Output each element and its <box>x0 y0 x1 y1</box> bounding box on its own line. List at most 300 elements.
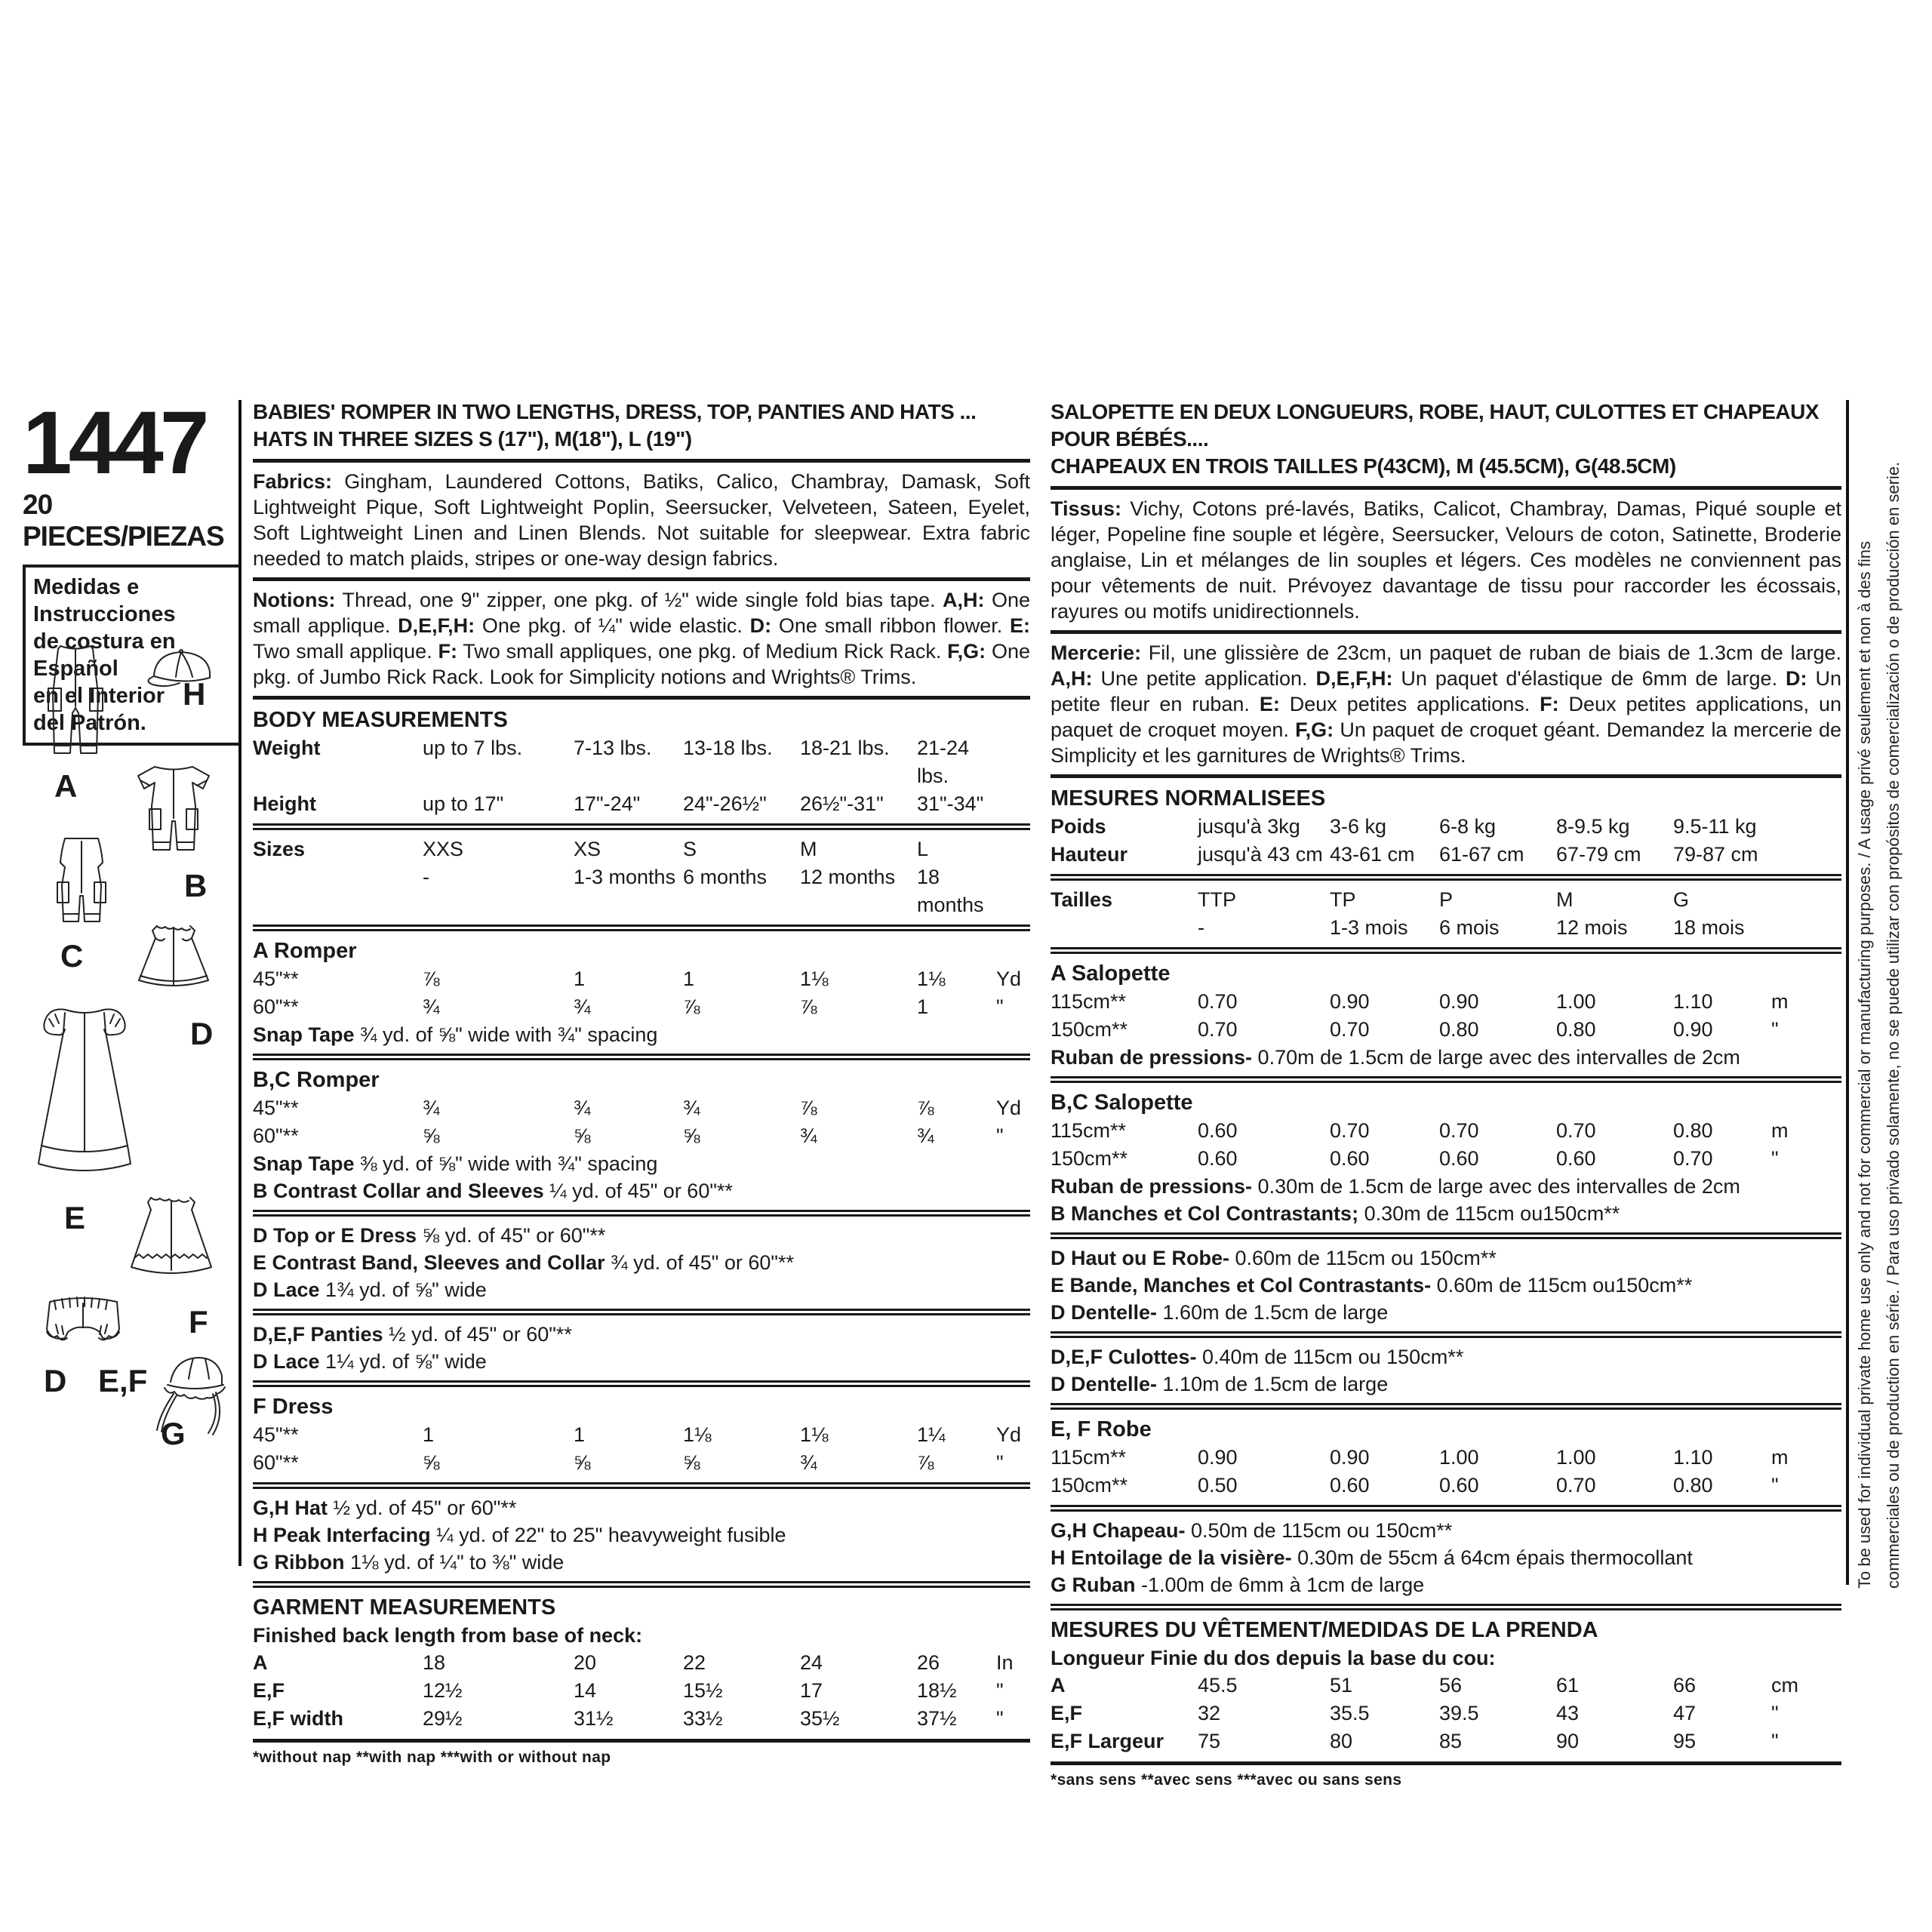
table-cell: 22 <box>683 1651 706 1674</box>
table-cell: 6 months <box>683 866 768 888</box>
row-label: 115cm** <box>1051 990 1127 1013</box>
unit-cell: " <box>996 1451 1004 1474</box>
table-cell: 0.60 <box>1556 1147 1596 1170</box>
table-cell: 35½ <box>800 1707 840 1730</box>
note-text: 0.70m de 1.5cm de large avec des intervalles de 2cm <box>1252 1046 1740 1069</box>
table-cell: ⅞ <box>917 1097 934 1119</box>
note-label: Snap Tape <box>253 1023 355 1046</box>
spanish-note-line: en el Interior <box>33 684 165 708</box>
table-cell: ⅝ <box>574 1451 591 1474</box>
section-divider <box>1051 874 1841 881</box>
note-text: ¼ yd. of 22" to 25" heavyweight fusible <box>430 1524 786 1546</box>
table-cell: 1⅛ <box>917 968 946 990</box>
table-cell: 12 months <box>800 866 896 888</box>
french-title-line2: CHAPEAUX EN TROIS TAILLES P(43CM), M (45.5CM), G(48.5CM) <box>1051 454 1676 478</box>
table-cell: 56 <box>1439 1674 1463 1697</box>
table-cell: 0.90 <box>1673 1018 1713 1041</box>
f-dress-table <box>253 1421 1030 1477</box>
table-cell: 1⅛ <box>800 1423 829 1446</box>
section-divider <box>1051 947 1841 954</box>
section-divider <box>253 577 1030 581</box>
note-label: D Dentelle- <box>1051 1301 1158 1324</box>
table-cell: 1 <box>917 995 929 1018</box>
table-cell: L <box>917 838 929 860</box>
unit-cell: Yd <box>996 1097 1022 1119</box>
french-column <box>1051 398 1841 1789</box>
table-cell: 0.70 <box>1673 1147 1713 1170</box>
table-cell: 8-9.5 kg <box>1556 815 1630 838</box>
table-cell: 0.70 <box>1330 1018 1370 1041</box>
section-divider <box>1051 486 1841 490</box>
unit-cell: m <box>1771 1446 1789 1469</box>
unit-cell: " <box>996 1679 1004 1702</box>
table-cell: 0.70 <box>1198 1018 1238 1041</box>
table-cell: 1 <box>423 1423 435 1446</box>
row-label <box>1051 914 1198 942</box>
bc-salopette-note <box>1051 1173 1841 1200</box>
table-cell <box>996 734 1030 790</box>
section-divider <box>253 1054 1030 1060</box>
table-cell: ¾ <box>423 1097 440 1119</box>
left-column <box>23 393 243 1606</box>
table-cell: 0.90 <box>1198 1446 1238 1469</box>
table-cell: 0.80 <box>1439 1018 1479 1041</box>
table-cell: 26 <box>917 1651 940 1674</box>
a-romper-heading: A Romper <box>253 939 357 963</box>
a-salopette-note <box>1051 1044 1841 1071</box>
legal-vertical-text <box>1850 408 1908 1589</box>
table-cell: ⅝ <box>683 1124 700 1147</box>
bc-salopette-note <box>1051 1200 1841 1227</box>
french-title-line1: SALOPETTE EN DEUX LONGUEURS, ROBE, HAUT, CULOTTES ET CHAPEAUX POUR BÉBÉS.... <box>1051 400 1820 451</box>
note-text: -1.00m de 6mm à 1cm de large <box>1135 1574 1425 1596</box>
table-cell: 51 <box>1330 1674 1353 1697</box>
mesures-vetement-table <box>1051 1672 1841 1755</box>
french-mercerie-paragraph: Mercerie: Fil, une glissière de 23cm, un paquet de ruban de biais de 1.3cm de large. A,H: Une petite application. D,E,F,H: Un paquet d'élastique de 6mm de large. D: Un petite fleur en ruban. E: Deux petites applications. F: Deux petites applications, un paquet de croquet moyen. F,G: Un paquet de croquet géant. Demandez la mercerie de Simplicity et les garnitures de Wrights® Trims. <box>1051 641 1842 767</box>
english-column <box>253 398 1030 1767</box>
english-fabrics-paragraph: Fabrics: Gingham, Laundered Cottons, Batiks, Calico, Chambray, Damask, Soft Lightweight Pique, Soft Lightweight Poplin, Seersucker, Velveteen, Sateen, Eyelet, Soft Lightweight Linen and Linen Blends. Not suitable for sleepwear. Extra fabric needed to match plaids, stripes or one-way design fabrics. <box>253 470 1030 570</box>
row-label: 45"** <box>253 968 299 990</box>
english-title-line1: BABIES' ROMPER IN TWO LENGTHS, DRESS, TOP, PANTIES AND HATS ... <box>253 400 977 423</box>
note-text: ½ yd. of 45" or 60"** <box>383 1323 572 1346</box>
note-text: 0.50m de 115cm ou 150cm** <box>1185 1519 1453 1542</box>
table-cell: 43-61 cm <box>1330 843 1415 866</box>
table-cell <box>996 863 1030 919</box>
table-cell: 67-79 cm <box>1556 843 1641 866</box>
table-cell: 29½ <box>423 1707 463 1730</box>
table-cell: 1 <box>574 968 586 990</box>
table-cell: 12 mois <box>1556 916 1628 939</box>
garment-h-label: H <box>183 676 206 712</box>
unit-cell: cm <box>1771 1674 1798 1697</box>
note-text: 0.60m de 115cm ou 150cm** <box>1229 1247 1497 1269</box>
table-cell: 0.80 <box>1673 1474 1713 1497</box>
note-label: G Ribbon <box>253 1551 345 1574</box>
table-cell: jusqu'à 3kg <box>1198 815 1300 838</box>
section-divider <box>1051 1761 1841 1765</box>
garment-b-romper-illustration <box>117 761 230 860</box>
french-footnote: *sans sens **avec sens ***avec ou sans sens <box>1051 1771 1402 1789</box>
right-column-divider <box>1846 400 1849 1585</box>
garment-f-dress-illustration <box>112 1193 231 1294</box>
note-text: ¾ yd. of ⅝" wide with ¾" spacing <box>354 1023 658 1046</box>
table-cell: 0.90 <box>1330 1446 1370 1469</box>
table-cell: 0.70 <box>1330 1119 1370 1142</box>
section-divider <box>253 1739 1030 1743</box>
chapeau-note <box>1051 1544 1841 1571</box>
panties-note <box>253 1348 1030 1375</box>
note-text: 1.10m de 1.5cm de large <box>1157 1373 1389 1395</box>
table-cell: 32 <box>1198 1702 1221 1724</box>
garment-d-top-label: D <box>190 1016 214 1051</box>
table-cell: 31½ <box>574 1707 614 1730</box>
row-label: A <box>1051 1674 1066 1697</box>
table-cell: 1 <box>683 968 695 990</box>
garment-a-label: A <box>54 768 78 804</box>
pieces-count: 20 PIECES/PIEZAS <box>23 489 224 552</box>
table-cell: 61-67 cm <box>1439 843 1524 866</box>
table-cell: 1⅛ <box>683 1423 712 1446</box>
unit-cell: " <box>1771 1147 1779 1170</box>
table-cell: M <box>1556 888 1574 911</box>
unit-cell: " <box>1771 1474 1779 1497</box>
row-label: 115cm** <box>1051 1119 1127 1142</box>
english-title-line2: HATS IN THREE SIZES S (17"), M(18"), L (19") <box>253 427 692 451</box>
hat-note <box>253 1549 1030 1576</box>
table-cell: 1 <box>574 1423 586 1446</box>
table-cell: 1.10 <box>1673 990 1713 1013</box>
table-cell: ⅞ <box>423 968 440 990</box>
note-text: ½ yd. of 45" or 60"** <box>328 1497 517 1519</box>
unit-cell: " <box>1771 1702 1779 1724</box>
note-text: 1¾ yd. of ⅝" wide <box>319 1278 487 1301</box>
a-salopette-table <box>1051 988 1841 1044</box>
garment-ef-panties-label: E,F <box>98 1363 148 1398</box>
table-cell: 18 months <box>917 866 984 916</box>
row-label: 60"** <box>253 995 299 1018</box>
tailles-table <box>1051 886 1841 942</box>
note-label: D Haut ou E Robe- <box>1051 1247 1229 1269</box>
note-label: G,H Hat <box>253 1497 328 1519</box>
table-cell <box>996 790 1030 818</box>
table-cell: ¾ <box>800 1124 817 1147</box>
note-text: 0.30m de 55cm á 64cm épais thermocollant <box>1291 1546 1693 1569</box>
table-cell: 0.90 <box>1330 990 1370 1013</box>
note-label: Snap Tape <box>253 1152 355 1175</box>
table-cell: 0.80 <box>1556 1018 1596 1041</box>
note-label: B Manches et Col Contrastants; <box>1051 1202 1359 1225</box>
table-cell: 75 <box>1198 1730 1221 1752</box>
table-cell: 1-3 mois <box>1330 916 1408 939</box>
table-cell: ¾ <box>917 1124 934 1147</box>
d-haut-note <box>1051 1272 1841 1299</box>
culottes-note <box>1051 1343 1841 1371</box>
table-cell: 18½ <box>917 1679 957 1702</box>
table-cell: up to 7 lbs. <box>423 737 523 759</box>
ef-robe-table <box>1051 1444 1841 1500</box>
garment-f-label: F <box>189 1304 208 1340</box>
table-cell: 47 <box>1673 1702 1697 1724</box>
garment-e-dress-illustration <box>26 1002 143 1189</box>
d-top-note <box>253 1222 1030 1249</box>
table-cell: 1⅛ <box>800 968 829 990</box>
note-text: 1¼ yd. of ⅝" wide <box>319 1350 487 1373</box>
mesures-normalisees-heading: MESURES NORMALISEES <box>1051 786 1326 811</box>
bc-romper-heading: B,C Romper <box>253 1068 380 1092</box>
table-cell: 20 <box>574 1651 597 1674</box>
table-cell: 0.70 <box>1198 990 1238 1013</box>
table-cell: 18 <box>423 1651 446 1674</box>
section-divider <box>253 823 1030 830</box>
english-notions-paragraph: Notions: Thread, one 9" zipper, one pkg. of ½" wide single fold bias tape. A,H: One small applique. D,E,F,H: One pkg. of ¼" wide elastic. D: One small ribbon flower. E: Two small applique. F: Two small appliques, one pkg. of Medium Rick Rack. F,G: One pkg. of Jumbo Rick Rack. Look for Simplicity notions and Wrights® Trims. <box>253 589 1030 688</box>
section-divider <box>253 1309 1030 1315</box>
note-text: ⅝ yd. of 45" or 60"** <box>417 1224 606 1247</box>
table-cell: 9.5-11 kg <box>1673 815 1757 838</box>
table-cell: ⅝ <box>683 1451 700 1474</box>
row-label: Poids <box>1051 815 1106 838</box>
table-cell: 1¼ <box>917 1423 946 1446</box>
table-cell: 0.60 <box>1330 1147 1370 1170</box>
note-text: 0.30m de 1.5cm de large avec des intervalles de 2cm <box>1252 1175 1740 1198</box>
section-divider <box>1051 630 1841 634</box>
table-cell: 33½ <box>683 1707 723 1730</box>
table-cell: ⅝ <box>423 1124 440 1147</box>
note-text: 0.60m de 115cm ou150cm** <box>1431 1274 1693 1297</box>
section-divider <box>253 1210 1030 1217</box>
note-label: Longueur Finie du dos depuis la base du cou: <box>1051 1647 1496 1669</box>
table-cell: 79-87 cm <box>1673 843 1758 866</box>
table-cell: 0.90 <box>1439 990 1479 1013</box>
d-haut-note <box>1051 1244 1841 1272</box>
section-divider <box>253 1380 1030 1387</box>
section-divider <box>1051 1076 1841 1083</box>
row-label: 115cm** <box>1051 1446 1127 1469</box>
unit-cell: " <box>996 1707 1004 1730</box>
legal-text-line2: commerciales ou de production en série. / Para uso privado solamente, no se puede utilizar con propósitos de comercialización o de producción en serie. <box>1884 461 1903 1589</box>
panties-note <box>253 1321 1030 1348</box>
table-cell: 39.5 <box>1439 1702 1479 1724</box>
row-label: Sizes <box>253 838 306 860</box>
row-label: Weight <box>253 737 321 759</box>
table-cell: 95 <box>1673 1730 1697 1752</box>
note-text: ¼ yd. of 45" or 60"** <box>543 1180 733 1202</box>
note-label: D Lace <box>253 1350 320 1373</box>
garment-c-label: C <box>60 938 84 974</box>
note-text: ¾ yd. of 45" or 60"** <box>605 1251 794 1274</box>
unit-cell: " <box>1771 1018 1779 1041</box>
table-cell: 17"-24" <box>574 792 641 815</box>
english-footnote: *without nap **with nap ***with or without nap <box>253 1749 611 1766</box>
section-divider <box>1051 1331 1841 1338</box>
table-cell: 0.70 <box>1556 1119 1596 1142</box>
table-cell: 0.60 <box>1439 1147 1479 1170</box>
table-cell: 26½"-31" <box>800 792 884 815</box>
chapeau-note <box>1051 1571 1841 1598</box>
section-divider <box>1051 774 1841 778</box>
table-cell <box>1771 914 1841 942</box>
left-column-divider <box>238 400 242 1566</box>
chapeau-note <box>1051 1517 1841 1544</box>
table-cell: 12½ <box>423 1679 463 1702</box>
unit-cell: Yd <box>996 968 1022 990</box>
hat-note <box>253 1521 1030 1549</box>
note-label: D Lace <box>253 1278 320 1301</box>
row-label: 60"** <box>253 1124 299 1147</box>
table-cell: ¾ <box>683 1097 700 1119</box>
note-label: H Peak Interfacing <box>253 1524 431 1546</box>
garment-e-label: E <box>64 1200 86 1235</box>
spanish-note-line: Medidas e Instrucciones <box>33 575 176 626</box>
table-cell: ¾ <box>800 1451 817 1474</box>
bc-salopette-table <box>1051 1117 1841 1173</box>
table-cell <box>1771 813 1841 841</box>
unit-cell: m <box>1771 990 1789 1013</box>
table-cell: 1.00 <box>1556 1446 1596 1469</box>
section-divider <box>253 1482 1030 1489</box>
section-divider <box>1051 1505 1841 1512</box>
bc-salopette-heading: B,C Salopette <box>1051 1091 1193 1115</box>
f-dress-heading: F Dress <box>253 1395 334 1419</box>
unit-cell: " <box>1771 1730 1779 1752</box>
table-cell: ¾ <box>423 995 440 1018</box>
d-top-note <box>253 1249 1030 1276</box>
table-cell: 0.60 <box>1198 1147 1238 1170</box>
table-cell: 31"-34" <box>917 792 984 815</box>
row-label: E,F Largeur <box>1051 1730 1164 1752</box>
table-cell: 0.60 <box>1330 1474 1370 1497</box>
body-measurements-table <box>253 734 1030 818</box>
section-divider <box>253 1581 1030 1588</box>
row-label: Hauteur <box>1051 843 1128 866</box>
table-cell: 18 mois <box>1673 916 1745 939</box>
note-label: Ruban de pressions- <box>1051 1175 1253 1198</box>
garment-g-label: G <box>161 1416 186 1451</box>
table-cell: XS <box>574 838 601 860</box>
row-label: Height <box>253 792 316 815</box>
row-label: 45"** <box>253 1423 299 1446</box>
table-cell: 43 <box>1556 1702 1580 1724</box>
row-label: E,F <box>1051 1702 1083 1724</box>
table-cell: 0.70 <box>1439 1119 1479 1142</box>
table-cell: 13-18 lbs. <box>683 737 773 759</box>
garment-d-panties-illustration <box>36 1293 131 1359</box>
table-cell: XXS <box>423 838 464 860</box>
table-cell: 15½ <box>683 1679 723 1702</box>
table-cell: 6 mois <box>1439 916 1500 939</box>
garment-d-top-illustration <box>121 921 226 998</box>
note-label: D Top or E Dress <box>253 1224 417 1247</box>
culottes-note <box>1051 1371 1841 1398</box>
row-label: 150cm** <box>1051 1147 1128 1170</box>
table-cell <box>1771 886 1841 914</box>
table-cell: 24"-26½" <box>683 792 767 815</box>
table-cell: 0.80 <box>1673 1119 1713 1142</box>
table-cell: 1-3 months <box>574 866 676 888</box>
table-cell: ⅞ <box>800 995 817 1018</box>
note-label: G,H Chapeau- <box>1051 1519 1186 1542</box>
spanish-note-line: de costura en Español <box>33 629 176 681</box>
pattern-number: 1447 <box>23 393 206 493</box>
table-cell: 6-8 kg <box>1439 815 1497 838</box>
row-label: 150cm** <box>1051 1474 1128 1497</box>
table-cell <box>996 835 1030 863</box>
unit-cell: " <box>996 1124 1004 1147</box>
table-cell: 24 <box>800 1651 823 1674</box>
note-text: 1.60m de 1.5cm de large <box>1157 1301 1389 1324</box>
row-label: 45"** <box>253 1097 299 1119</box>
table-cell: 85 <box>1439 1730 1463 1752</box>
garment-measurements-table <box>253 1649 1030 1733</box>
table-cell: - <box>423 866 429 888</box>
section-divider <box>1051 1232 1841 1239</box>
table-cell: 0.60 <box>1439 1474 1479 1497</box>
note-label: Ruban de pressions- <box>1051 1046 1253 1069</box>
body-measurements-heading: BODY MEASUREMENTS <box>253 708 508 732</box>
unit-cell: " <box>996 995 1004 1018</box>
section-divider <box>253 696 1030 700</box>
table-cell: P <box>1439 888 1454 911</box>
table-cell: ¾ <box>574 1097 591 1119</box>
bc-romper-note <box>253 1150 1030 1177</box>
table-cell: ⅞ <box>800 1097 817 1119</box>
garment-a-romper-illustration <box>26 641 125 762</box>
table-cell: 90 <box>1556 1730 1580 1752</box>
table-cell: TP <box>1330 888 1356 911</box>
note-text: ⅜ yd. of ⅝" wide with ¾" spacing <box>354 1152 658 1175</box>
table-cell: 21-24 lbs. <box>917 737 970 787</box>
note-label: E Bande, Manches et Col Contrastants- <box>1051 1274 1432 1297</box>
ef-robe-heading: E, F Robe <box>1051 1417 1152 1441</box>
note-label: E Contrast Band, Sleeves and Collar <box>253 1251 605 1274</box>
table-cell: 1.10 <box>1673 1446 1713 1469</box>
note-label: G Ruban <box>1051 1574 1136 1596</box>
note-text: 0.30m de 115cm ou150cm** <box>1358 1202 1620 1225</box>
row-label: Tailles <box>1051 888 1113 911</box>
table-cell: S <box>683 838 697 860</box>
garment-measurements-heading: GARMENT MEASUREMENTS <box>253 1595 556 1620</box>
table-cell: ⅞ <box>917 1451 934 1474</box>
mesures-normalisees-table <box>1051 813 1841 869</box>
table-cell: M <box>800 838 817 860</box>
table-cell: 35.5 <box>1330 1702 1370 1724</box>
a-romper-note <box>253 1021 1030 1048</box>
note-text: 0.40m de 115cm ou 150cm** <box>1196 1346 1464 1368</box>
a-romper-table <box>253 965 1030 1021</box>
table-cell: 37½ <box>917 1707 957 1730</box>
row-label: A <box>253 1651 268 1674</box>
table-cell: 0.70 <box>1556 1474 1596 1497</box>
note-label: Finished back length from base of neck: <box>253 1624 643 1647</box>
table-cell: 66 <box>1673 1674 1697 1697</box>
row-label <box>253 863 423 919</box>
table-cell: 7-13 lbs. <box>574 737 652 759</box>
note-label: D Dentelle- <box>1051 1373 1158 1395</box>
table-cell: 1.00 <box>1439 1446 1479 1469</box>
garment-measurements-subheading <box>253 1622 1030 1649</box>
table-cell: 3-6 kg <box>1330 815 1387 838</box>
table-cell: 80 <box>1330 1730 1353 1752</box>
garment-b-label: B <box>184 868 208 903</box>
unit-cell: m <box>1771 1119 1789 1142</box>
note-text: 1⅛ yd. of ¼" to ⅜" wide <box>344 1551 565 1574</box>
note-label: B Contrast Collar and Sleeves <box>253 1180 544 1202</box>
table-cell: ⅞ <box>683 995 700 1018</box>
table-cell: 0.60 <box>1198 1119 1238 1142</box>
table-cell: 45.5 <box>1198 1674 1238 1697</box>
table-cell: 1.00 <box>1556 990 1596 1013</box>
table-cell: up to 17" <box>423 792 504 815</box>
row-label: 60"** <box>253 1451 299 1474</box>
